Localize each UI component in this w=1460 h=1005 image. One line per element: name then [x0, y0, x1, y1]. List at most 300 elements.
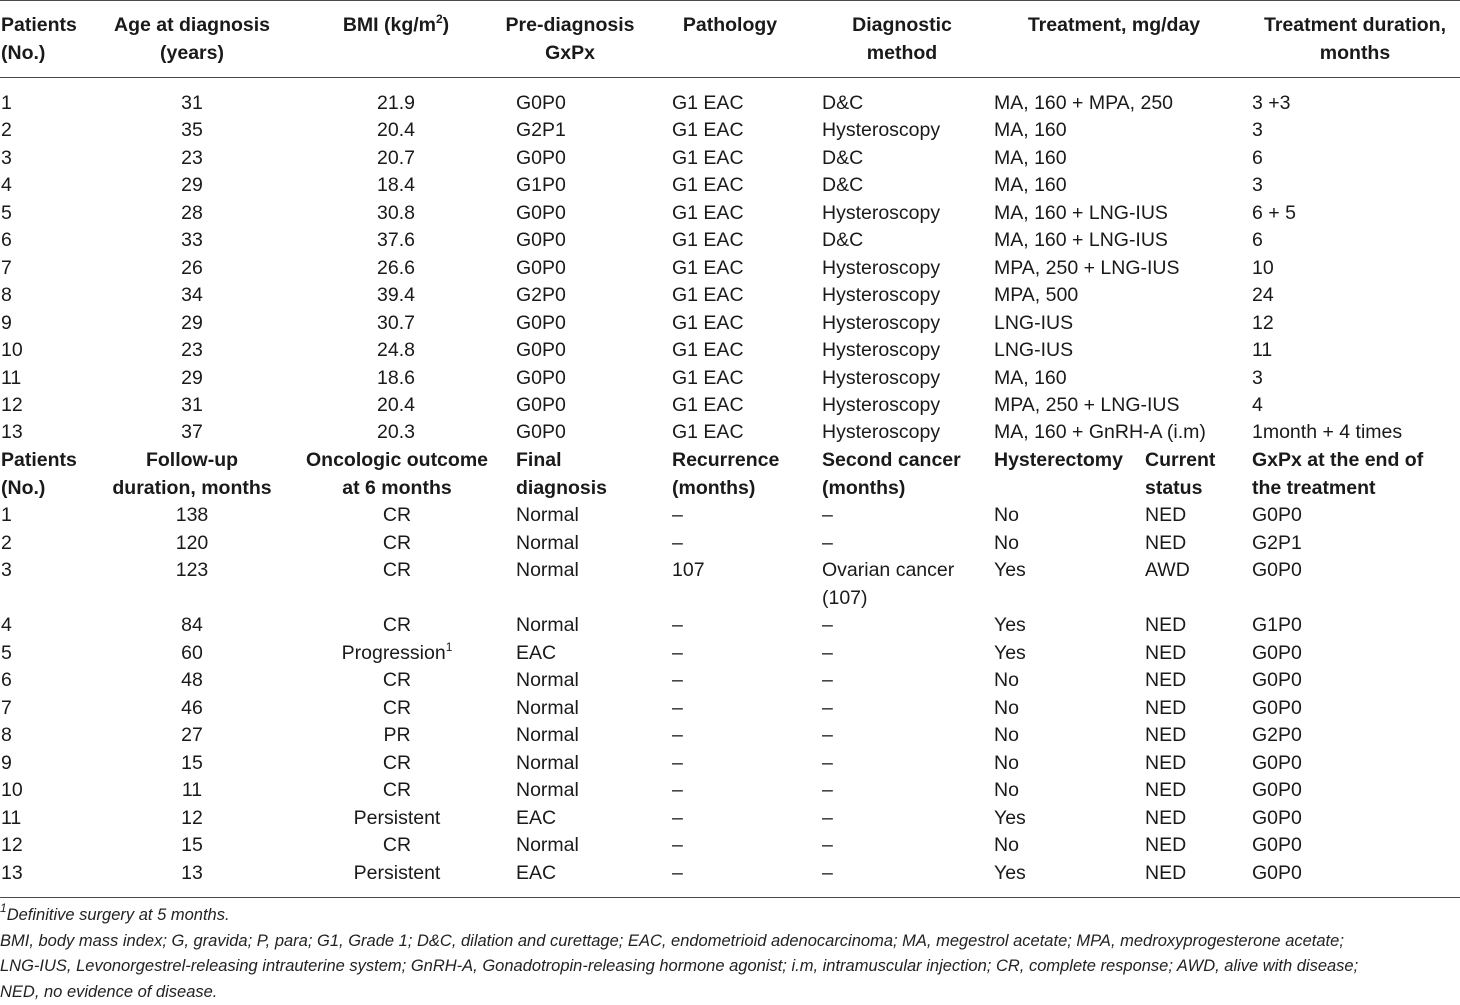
cell-oncologic-outcome-text: CR [382, 697, 412, 719]
cell-treatment: MA, 160 + LNG-IUS [994, 229, 1168, 252]
cell-oncologic-outcome [298, 832, 496, 860]
cell-final-diagnosis-text: Normal [516, 504, 579, 526]
cell-gxpx-end [1252, 502, 1302, 530]
cell-diagnostic-method: D&C [822, 146, 864, 169]
cell-treatment-duration: 3 [1252, 366, 1263, 389]
table-row [0, 365, 1460, 392]
cell-second-cancer-text: – [822, 669, 833, 691]
table-footnotes [0, 903, 1460, 1005]
cell-oncologic-outcome [298, 667, 496, 695]
cell-gxpx-end-text: G0P0 [1252, 559, 1302, 581]
header-age-at-diagnosis: Age at diagnosis (years) [113, 14, 271, 64]
cell-patient-no-text: 1 [1, 504, 12, 526]
cell-patient-no: 3 [1, 146, 12, 169]
cell-follow-up [92, 640, 292, 668]
header-rule [0, 77, 1460, 78]
cell-patient-no-text: 8 [1, 724, 12, 746]
cell-follow-up-text: 120 [175, 532, 209, 554]
cell-hysterectomy-text: Yes [994, 642, 1026, 664]
table2-header-row [0, 447, 1460, 503]
cell-oncologic-outcome-text: CR [382, 669, 412, 691]
cell-recurrence [672, 530, 683, 558]
cell-second-cancer-text: – [822, 862, 833, 884]
cell-oncologic-outcome-text: Progression [341, 642, 446, 664]
cell-patient-no [1, 695, 12, 723]
cell-pathology: G1 EAC [672, 201, 744, 224]
cell-diagnostic-method: D&C [822, 92, 864, 114]
cell-treatment: MA, 160 [994, 366, 1067, 389]
header-follow-up-duration: Follow-up duration, months [112, 449, 272, 499]
cell-diagnostic-method: Hysteroscopy [822, 393, 941, 416]
cell-treatment: MA, 160 + MPA, 250 [994, 92, 1174, 114]
cell-diagnostic-method: D&C [822, 174, 864, 197]
header-diagnostic-method: Diagnostic method [852, 14, 952, 64]
cell-follow-up-text: 15 [181, 752, 203, 774]
cell-second-cancer-text: – [822, 532, 833, 554]
cell-second-cancer-text: – [822, 504, 833, 526]
cell-bmi: 20.7 [377, 146, 415, 169]
cell-final-diagnosis-text: Normal [516, 614, 579, 636]
cell-oncologic-outcome-text: CR [382, 559, 412, 581]
cell-current-status-text: NED [1145, 697, 1187, 719]
cell-gxpx-end-text: G0P0 [1252, 834, 1302, 856]
header-second-cancer: Second cancer (months) [822, 449, 961, 499]
cell-second-cancer-text: – [822, 834, 833, 856]
cell-pathology: G1 EAC [672, 339, 744, 362]
cell-final-diagnosis-text: Normal [516, 752, 579, 774]
cell-patient-no-text: 5 [1, 642, 12, 664]
cell-current-status [1145, 530, 1186, 558]
table1-header-row [0, 12, 1460, 68]
cell-follow-up [92, 695, 292, 723]
cell-second-cancer [822, 530, 833, 558]
cell-patient-no [1, 640, 12, 668]
cell-recurrence-text: – [672, 752, 683, 774]
cell-final-diagnosis [516, 557, 579, 585]
cell-current-status [1145, 777, 1186, 805]
table-row [0, 640, 1460, 667]
cell-recurrence-text: – [672, 779, 683, 801]
cell-second-cancer [822, 557, 954, 612]
cell-current-status-text: NED [1145, 834, 1187, 856]
cell-recurrence [672, 750, 683, 778]
cell-diagnostic-method: Hysteroscopy [822, 201, 941, 224]
cell-recurrence [672, 805, 683, 833]
cell-pre-gxpx: G2P1 [516, 119, 566, 142]
cell-patient-no [1, 557, 12, 585]
cell-second-cancer [822, 695, 833, 723]
cell-recurrence [672, 722, 683, 750]
cell-recurrence [672, 640, 683, 668]
cell-final-diagnosis-text: Normal [516, 697, 579, 719]
table-row [0, 337, 1460, 364]
cell-second-cancer [822, 640, 833, 668]
cell-final-diagnosis [516, 777, 579, 805]
cell-patient-no-text: 12 [1, 834, 23, 856]
cell-treatment-duration: 6 [1252, 229, 1263, 252]
cell-diagnostic-method: Hysteroscopy [822, 421, 941, 444]
cell-age: 26 [181, 256, 203, 279]
cell-current-status [1145, 557, 1190, 585]
cell-final-diagnosis-text: Normal [516, 669, 579, 691]
cell-age: 23 [181, 339, 203, 362]
cell-recurrence-text: – [672, 807, 683, 829]
cell-pathology: G1 EAC [672, 174, 744, 197]
cell-second-cancer-text: – [822, 752, 833, 774]
cell-patient-no [1, 530, 12, 558]
abbreviations-line-3: NED, no evidence of disease. [0, 982, 218, 1001]
cell-final-diagnosis-text: EAC [516, 642, 557, 664]
cell-hysterectomy [994, 695, 1019, 723]
table-row [0, 557, 1460, 609]
cell-follow-up-text: 27 [181, 724, 203, 746]
cell-oncologic-outcome [298, 750, 496, 778]
cell-gxpx-end [1252, 805, 1302, 833]
cell-recurrence [672, 777, 683, 805]
cell-pathology: G1 EAC [672, 366, 744, 389]
cell-treatment-duration: 1month + 4 times [1252, 421, 1403, 444]
footnote-marker: 1 [445, 640, 453, 654]
table-row [0, 530, 1460, 557]
cell-treatment: MA, 160 [994, 119, 1067, 142]
cell-diagnostic-method: Hysteroscopy [822, 256, 941, 279]
cell-hysterectomy-text: No [994, 504, 1019, 526]
abbreviations-line-1: BMI, body mass index; G, gravida; P, para; G1, Grade 1; D&C, dilation and curettage; EAC, endometrioid adenocarcinoma; MA, megestrol acetate; MPA, medroxyprogesterone acetate; [0, 931, 1344, 950]
cell-oncologic-outcome-text: CR [382, 779, 412, 801]
cell-treatment-duration: 3 [1252, 174, 1263, 197]
cell-final-diagnosis [516, 502, 579, 530]
cell-second-cancer-text: – [822, 779, 833, 801]
cell-pathology: G1 EAC [672, 393, 744, 416]
header-gxpx-end: GxPx at the end of the treatment [1252, 449, 1424, 499]
cell-hysterectomy-text: No [994, 724, 1019, 746]
cell-gxpx-end-text: G0P0 [1252, 504, 1302, 526]
cell-second-cancer-text: – [822, 614, 833, 636]
table-row [0, 145, 1460, 172]
table-row [0, 805, 1460, 832]
cell-gxpx-end [1252, 777, 1302, 805]
cell-final-diagnosis-text: Normal [516, 724, 579, 746]
cell-patient-no [1, 612, 12, 640]
cell-recurrence [672, 612, 683, 640]
cell-treatment: MPA, 250 + LNG-IUS [994, 256, 1180, 279]
cell-hysterectomy [994, 667, 1019, 695]
cell-hysterectomy-text: Yes [994, 614, 1026, 636]
cell-second-cancer [822, 612, 833, 640]
cell-gxpx-end-text: G1P0 [1252, 614, 1302, 636]
table-row [0, 695, 1460, 722]
cell-patient-no: 6 [1, 229, 12, 252]
cell-hysterectomy-text: No [994, 532, 1019, 554]
cell-age: 29 [181, 366, 203, 389]
cell-final-diagnosis-text: Normal [516, 779, 579, 801]
cell-treatment: MA, 160 [994, 146, 1067, 169]
cell-second-cancer [822, 777, 833, 805]
cell-oncologic-outcome [298, 502, 496, 530]
cell-final-diagnosis-text: Normal [516, 532, 579, 554]
table-row [0, 310, 1460, 337]
cell-hysterectomy [994, 530, 1019, 558]
cell-gxpx-end [1252, 612, 1302, 640]
cell-treatment-duration: 4 [1252, 393, 1263, 416]
top-rule [0, 0, 1460, 1]
cell-patient-no: 10 [1, 339, 23, 362]
cell-patient-no-text: 3 [1, 559, 12, 581]
cell-current-status [1145, 860, 1186, 888]
cell-pre-gxpx: G0P0 [516, 229, 566, 252]
cell-second-cancer [822, 667, 833, 695]
cell-current-status [1145, 750, 1186, 778]
cell-pathology: G1 EAC [672, 421, 744, 444]
cell-final-diagnosis [516, 860, 556, 888]
cell-treatment-duration: 6 + 5 [1252, 201, 1296, 224]
cell-bmi: 37.6 [377, 229, 415, 252]
cell-age: 34 [181, 284, 203, 307]
cell-gxpx-end-text: G0P0 [1252, 862, 1302, 884]
cell-follow-up-text: 46 [181, 697, 203, 719]
cell-follow-up [92, 777, 292, 805]
cell-oncologic-outcome [298, 860, 496, 888]
cell-second-cancer-text: Ovarian cancer [822, 559, 955, 581]
cell-oncologic-outcome-text: CR [382, 504, 412, 526]
cell-gxpx-end-text: G0P0 [1252, 807, 1302, 829]
cell-age: 37 [181, 421, 203, 444]
cell-final-diagnosis [516, 667, 579, 695]
cell-second-cancer-text: – [822, 724, 833, 746]
cell-hysterectomy-text: No [994, 697, 1019, 719]
cell-bmi: 39.4 [377, 284, 415, 307]
cell-hysterectomy [994, 832, 1019, 860]
cell-follow-up [92, 750, 292, 778]
cell-follow-up-text: 123 [175, 559, 209, 581]
cell-patient-no-text: 13 [1, 862, 23, 884]
cell-patient-no: 7 [1, 256, 12, 279]
cell-gxpx-end [1252, 530, 1302, 558]
cell-recurrence-text: – [672, 724, 683, 746]
cell-pathology: G1 EAC [672, 229, 744, 252]
cell-gxpx-end [1252, 695, 1302, 723]
cell-patient-no [1, 750, 12, 778]
cell-current-status [1145, 832, 1186, 860]
cell-current-status [1145, 695, 1186, 723]
table-row [0, 227, 1460, 254]
cell-diagnostic-method: D&C [822, 229, 864, 252]
cell-pre-gxpx: G0P0 [516, 201, 566, 224]
bottom-rule [0, 897, 1460, 898]
cell-diagnostic-method: Hysteroscopy [822, 119, 941, 142]
cell-recurrence-text: – [672, 504, 683, 526]
cell-pathology: G1 EAC [672, 311, 744, 334]
cell-oncologic-outcome-text: PR [383, 724, 411, 746]
cell-hysterectomy [994, 750, 1019, 778]
cell-oncologic-outcome-text: Persistent [353, 862, 441, 884]
cell-gxpx-end [1252, 557, 1302, 585]
cell-treatment-duration: 3 [1252, 119, 1263, 142]
cell-patient-no: 2 [1, 119, 12, 142]
cell-recurrence [672, 557, 705, 585]
cell-hysterectomy-text: Yes [994, 807, 1026, 829]
cell-bmi: 24.8 [377, 339, 415, 362]
cell-follow-up [92, 557, 292, 585]
cell-patient-no [1, 777, 23, 805]
cell-follow-up-text: 15 [181, 834, 203, 856]
cell-second-cancer [822, 750, 833, 778]
cell-bmi: 18.4 [377, 174, 415, 197]
cell-hysterectomy [994, 502, 1019, 530]
table-row [0, 392, 1460, 419]
cell-follow-up-text: 13 [181, 862, 203, 884]
cell-patient-no-text: 9 [1, 752, 12, 774]
cell-hysterectomy [994, 557, 1026, 585]
cell-recurrence-text: 107 [672, 559, 705, 581]
cell-follow-up-text: 11 [181, 779, 203, 801]
cell-bmi: 21.9 [377, 92, 415, 114]
cell-current-status [1145, 805, 1186, 833]
header-pathology: Pathology [682, 14, 778, 36]
cell-patient-no [1, 722, 12, 750]
cell-age: 28 [181, 201, 203, 224]
cell-recurrence [672, 667, 683, 695]
cell-oncologic-outcome [298, 722, 496, 750]
cell-pre-gxpx: G0P0 [516, 92, 566, 114]
header-treatment-duration: Treatment duration, months [1263, 14, 1447, 64]
cell-current-status-text: NED [1145, 862, 1187, 884]
cell-bmi: 20.4 [377, 119, 415, 142]
cell-recurrence [672, 695, 683, 723]
cell-follow-up-text: 138 [175, 504, 209, 526]
cell-age: 29 [181, 174, 203, 197]
cell-age: 31 [181, 393, 203, 416]
cell-age: 35 [181, 119, 203, 142]
cell-oncologic-outcome [298, 530, 496, 558]
cell-oncologic-outcome [298, 612, 496, 640]
cell-follow-up [92, 530, 292, 558]
cell-diagnostic-method: Hysteroscopy [822, 339, 941, 362]
cell-patient-no: 1 [1, 92, 12, 114]
header-patients-2: Patients (No.) [1, 449, 77, 499]
cell-current-status [1145, 640, 1186, 668]
cell-patient-no: 5 [1, 201, 12, 224]
cell-final-diagnosis-text: Normal [516, 834, 579, 856]
cell-hysterectomy [994, 612, 1026, 640]
cell-patient-no: 11 [1, 366, 22, 389]
table-row [0, 612, 1460, 639]
cell-hysterectomy [994, 860, 1026, 888]
cell-patient-no: 12 [1, 393, 23, 416]
header-recurrence: Recurrence (months) [672, 449, 780, 499]
cell-gxpx-end [1252, 667, 1302, 695]
cell-final-diagnosis [516, 612, 579, 640]
cell-current-status-text: NED [1145, 724, 1187, 746]
cell-patient-no: 9 [1, 311, 12, 334]
cell-patient-no: 13 [1, 421, 23, 444]
cell-final-diagnosis-text: Normal [516, 559, 579, 581]
cell-current-status [1145, 722, 1186, 750]
cell-pre-gxpx: G0P0 [516, 366, 566, 389]
cell-recurrence-text: – [672, 532, 683, 554]
cell-age: 23 [181, 146, 203, 169]
cell-recurrence-text: – [672, 834, 683, 856]
cell-current-status-text: AWD [1145, 559, 1190, 581]
cell-treatment-duration: 3 +3 [1252, 92, 1291, 114]
cell-treatment: LNG-IUS [994, 339, 1074, 362]
header-treatment: Treatment, mg/day [1027, 14, 1201, 36]
cell-hysterectomy-text: Yes [994, 862, 1026, 884]
cell-pre-gxpx: G0P0 [516, 146, 566, 169]
cell-hysterectomy-text: No [994, 669, 1019, 691]
header-current-status: Current status [1145, 449, 1216, 499]
cell-oncologic-outcome [298, 695, 496, 723]
cell-treatment-duration: 10 [1252, 256, 1274, 279]
cell-diagnostic-method: Hysteroscopy [822, 366, 941, 389]
cell-hysterectomy-text: No [994, 752, 1019, 774]
cell-gxpx-end-text: G0P0 [1252, 697, 1302, 719]
cell-hysterectomy [994, 640, 1026, 668]
cell-treatment-duration: 11 [1252, 339, 1273, 362]
cell-second-cancer [822, 832, 833, 860]
cell-current-status-text: NED [1145, 642, 1187, 664]
cell-gxpx-end-text: G0P0 [1252, 669, 1302, 691]
cell-patient-no [1, 860, 23, 888]
cell-follow-up [92, 502, 292, 530]
cell-patient-no [1, 502, 12, 530]
cell-pathology: G1 EAC [672, 119, 744, 142]
cell-hysterectomy [994, 777, 1019, 805]
cell-follow-up-text: 84 [181, 614, 203, 636]
cell-pathology: G1 EAC [672, 284, 744, 307]
cell-follow-up [92, 612, 292, 640]
cell-follow-up [92, 667, 292, 695]
cell-gxpx-end-text: G0P0 [1252, 642, 1302, 664]
cell-current-status-text: NED [1145, 669, 1187, 691]
cell-second-cancer [822, 722, 833, 750]
cell-oncologic-outcome [298, 557, 496, 585]
cell-patient-no [1, 832, 23, 860]
footnote-1: $^1$Definitive surgery at 5 months. [0, 901, 230, 924]
cell-final-diagnosis [516, 530, 579, 558]
cell-gxpx-end-text: G0P0 [1252, 779, 1302, 801]
table-row [0, 90, 1460, 117]
cell-treatment: LNG-IUS [994, 311, 1074, 334]
cell-hysterectomy-text: No [994, 779, 1019, 801]
cell-bmi: 26.6 [377, 256, 415, 279]
cell-second-cancer [822, 502, 833, 530]
cell-oncologic-outcome [298, 777, 496, 805]
cell-hysterectomy-text: Yes [994, 559, 1026, 581]
cell-age: 29 [181, 311, 203, 334]
cell-recurrence-text: – [672, 669, 683, 691]
cell-patient-no [1, 667, 12, 695]
cell-patient-no [1, 805, 21, 833]
cell-current-status-text: NED [1145, 752, 1187, 774]
cell-treatment: MPA, 500 [994, 284, 1079, 307]
table-row [0, 282, 1460, 309]
cell-second-cancer-text: – [822, 697, 833, 719]
abbreviations-line-2: LNG-IUS, Levonorgestrel-releasing intrauterine system; GnRH-A, Gonadotropin-releasing hormone agonist; i.m, intramuscular injection; CR, complete response; AWD, alive with disease; [0, 957, 1359, 975]
cell-final-diagnosis-text: EAC [516, 807, 557, 829]
cell-pathology: G1 EAC [672, 92, 744, 114]
table-row [0, 502, 1460, 529]
cell-bmi: 20.4 [377, 393, 415, 416]
cell-current-status-text: NED [1145, 532, 1187, 554]
table-row [0, 255, 1460, 282]
cell-pre-gxpx: G0P0 [516, 421, 566, 444]
cell-recurrence [672, 832, 683, 860]
cell-current-status [1145, 612, 1186, 640]
cell-follow-up-text: 12 [181, 807, 203, 829]
cell-oncologic-outcome-text: Persistent [353, 807, 441, 829]
cell-follow-up-text: 60 [181, 642, 203, 664]
